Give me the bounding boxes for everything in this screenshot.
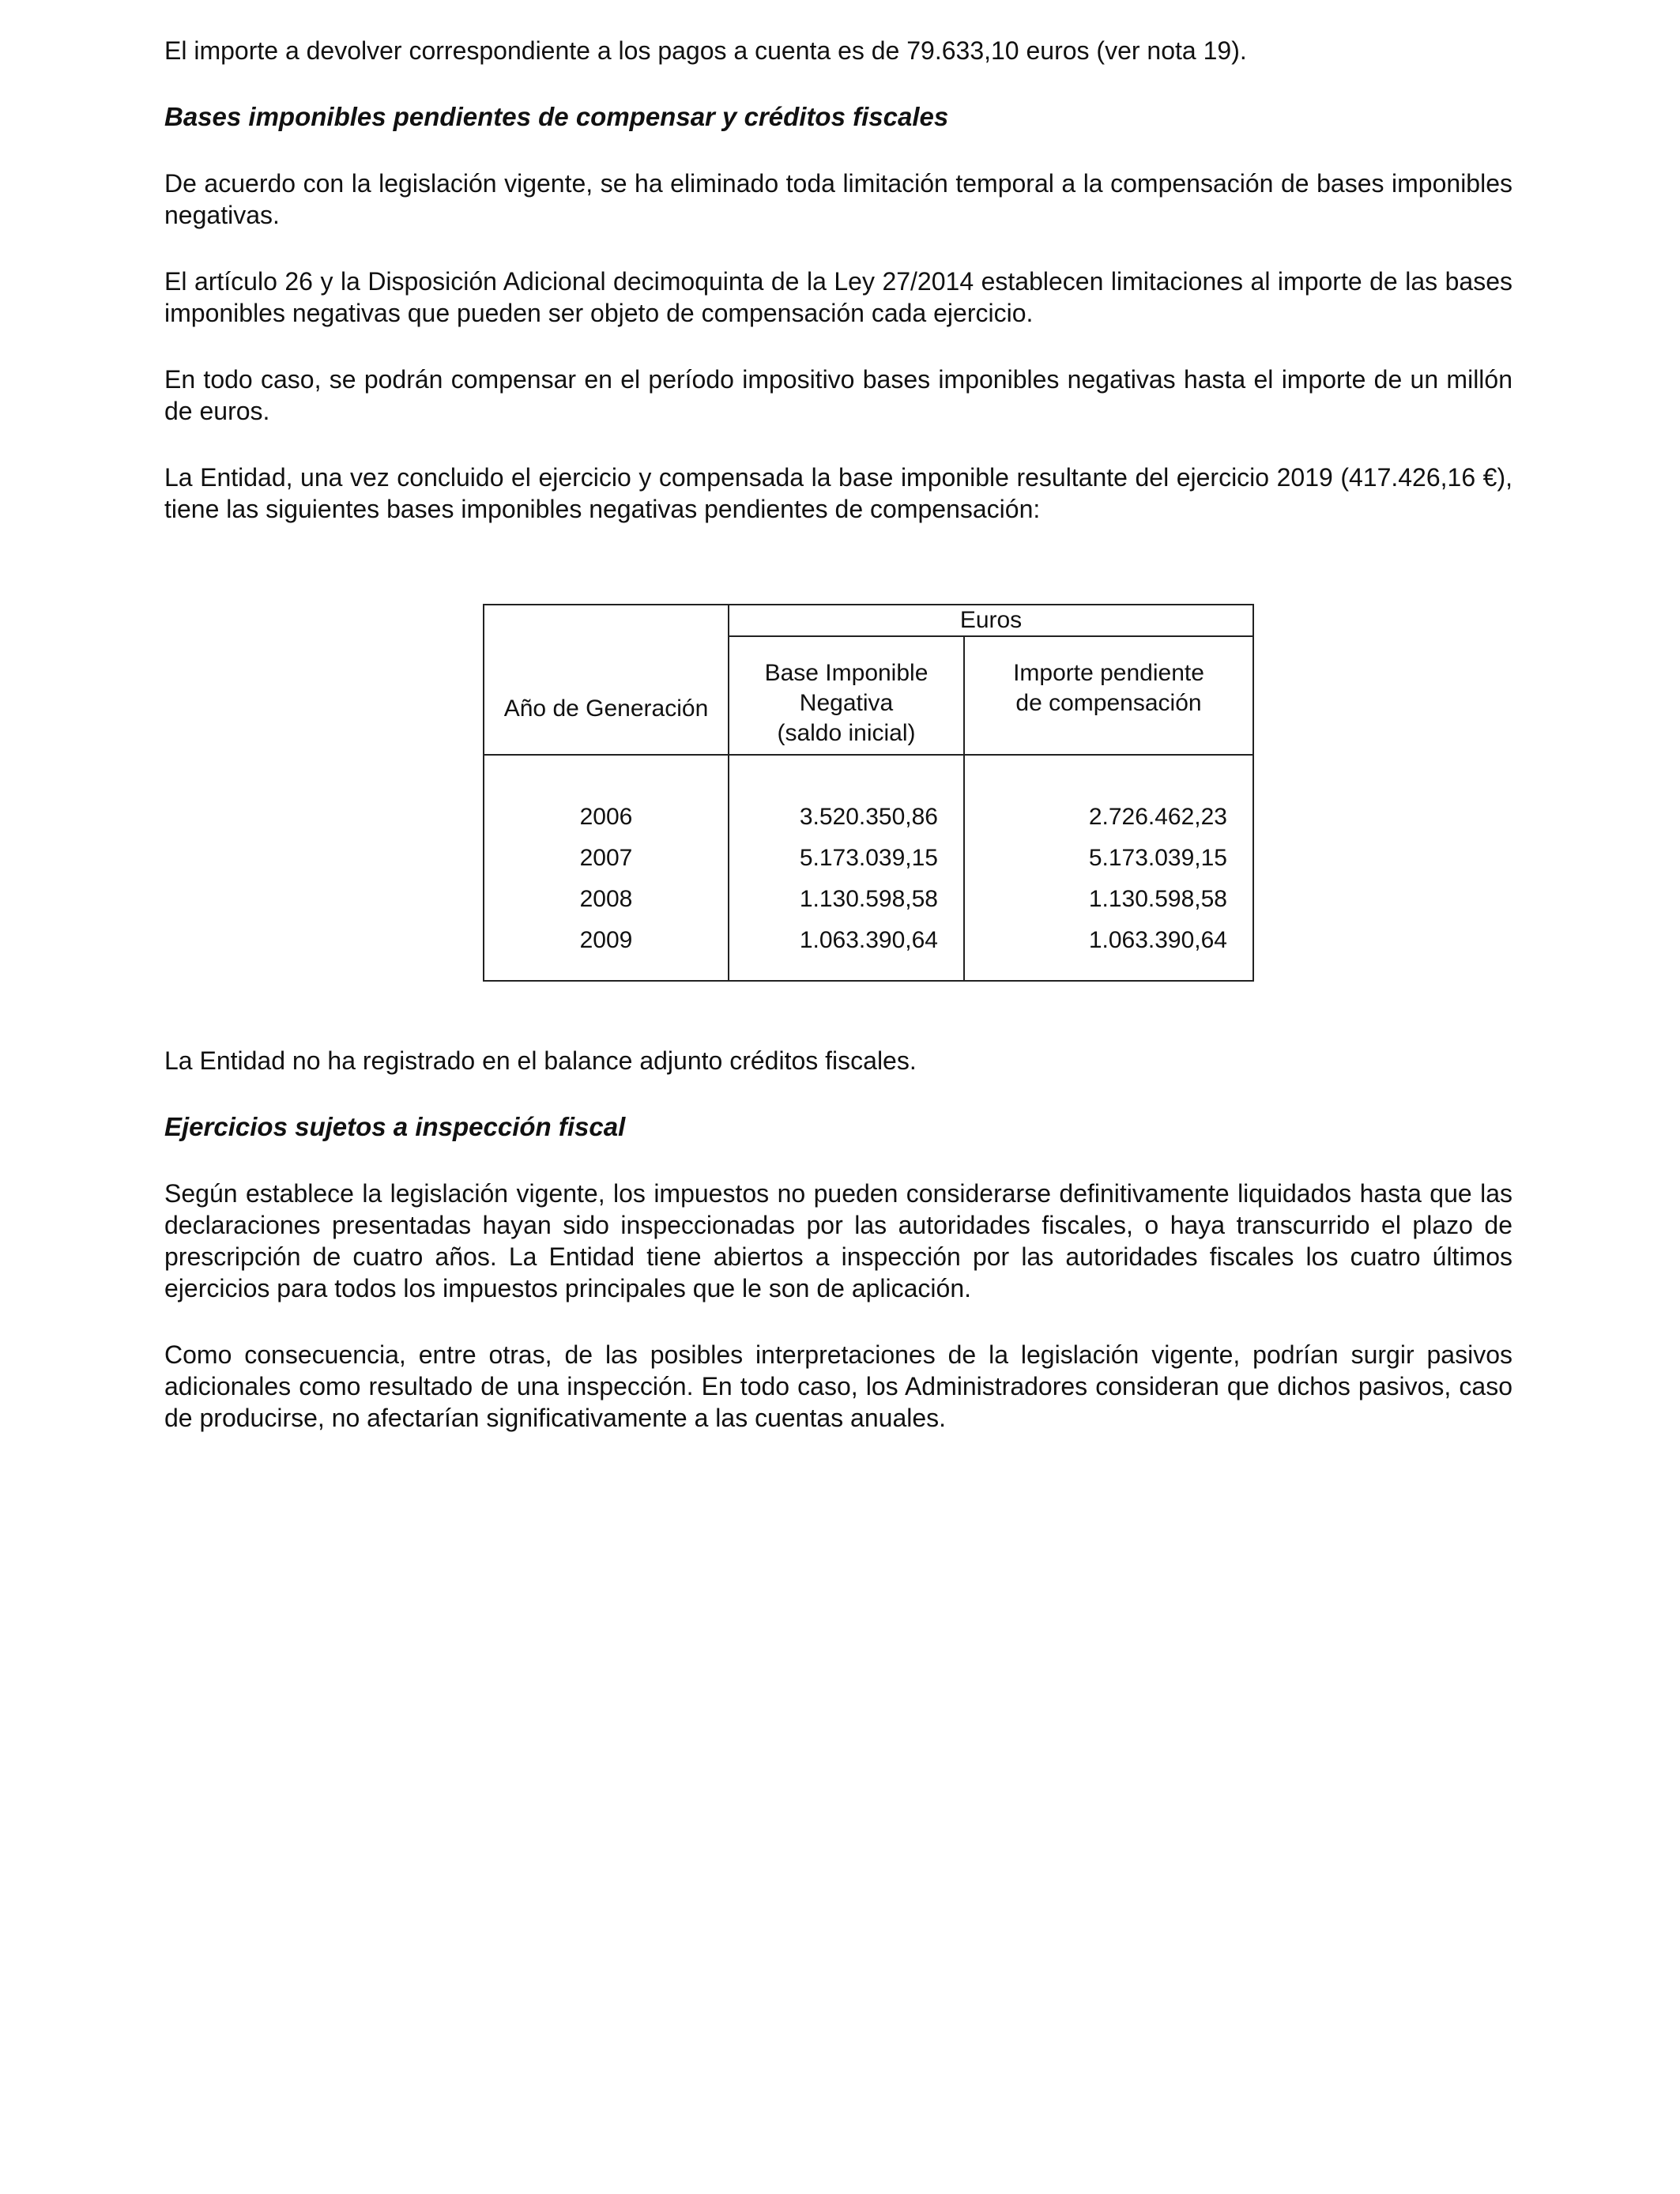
paragraph-pending-bases: La Entidad, una vez concluido el ejercicio y compensada la base imponible resultante del ejercicio 2019 (417.426,16 €), tiene las siguientes bases imponibles negativas pendientes de compensación:: [164, 463, 1512, 523]
heading-bases-imponibles: Bases imponibles pendientes de compensar y créditos fiscales: [164, 102, 949, 131]
header-euros: Euros: [729, 605, 1253, 636]
paragraph-legislation: De acuerdo con la legislación vigente, se ha eliminado toda limitación temporal a la compensación de bases imponibles negativas.: [164, 169, 1512, 229]
paragraph-article-26: El artículo 26 y la Disposición Adicional decimoquinta de la Ley 27/2014 establecen limitaciones al importe de las bases imponibles negativas que pueden ser objeto de compensación cada ejercicio.: [164, 267, 1512, 327]
cell-year: 2008: [484, 879, 729, 920]
paragraph-refund-amount: El importe a devolver correspondiente a los pagos a cuenta es de 79.633,10 euros (ver nota 19).: [164, 36, 1247, 65]
table-row: [484, 920, 1253, 981]
header-base-line2: Negativa: [799, 690, 894, 716]
bases-imponibles-table: [483, 604, 1254, 982]
header-base-imponible: [729, 636, 964, 755]
cell-year: 2006: [484, 755, 729, 838]
header-imp-line2: de compensación: [1015, 690, 1202, 716]
paragraph-no-credits: La Entidad no ha registrado en el balance adjunto créditos fiscales.: [164, 1046, 917, 1075]
header-base-line1: Base Imponible: [764, 660, 929, 686]
table-group-header-row: [484, 605, 1253, 636]
cell-importe: 1.130.598,58: [964, 879, 1253, 920]
table-row: [484, 755, 1253, 838]
cell-base: 5.173.039,15: [729, 838, 964, 879]
table-row: [484, 838, 1253, 879]
cell-base: 1.130.598,58: [729, 879, 964, 920]
heading-inspeccion-fiscal: Ejercicios sujetos a inspección fiscal: [164, 1112, 626, 1141]
cell-year: 2007: [484, 838, 729, 879]
paragraph-contingent-liabilities: Como consecuencia, entre otras, de las posibles interpretaciones de la legislación vigente, podrían surgir pasivos adicionales como resultado de una inspección. En todo caso, los Administradores consideran que dichos pasivos, caso de producirse, no afectarían significativamente a las cuentas anuales.: [164, 1340, 1512, 1432]
cell-importe: 1.063.390,64: [964, 920, 1253, 981]
paragraph-million-limit: En todo caso, se podrán compensar en el período impositivo bases imponibles negativas hasta el importe de un millón de euros.: [164, 365, 1512, 425]
cell-importe: 2.726.462,23: [964, 755, 1253, 838]
cell-base: 1.063.390,64: [729, 920, 964, 981]
header-imp-line1: Importe pendiente: [1013, 660, 1204, 686]
header-base-line3: (saldo inicial): [777, 720, 916, 746]
paragraph-inspection-period: Según establece la legislación vigente, los impuestos no pueden considerarse definitivamente liquidados hasta que las declaraciones presentadas hayan sido inspeccionadas por las autoridades fiscales, o haya transcurrido el plazo de prescripción de cuatro años. La Entidad tiene abiertos a inspección por las autoridades fiscales los cuatro últimos ejercicios para todos los impuestos principales que le son de aplicación.: [164, 1179, 1512, 1302]
cell-base: 3.520.350,86: [729, 755, 964, 838]
header-year-label: Año de Generación: [503, 696, 709, 722]
header-year: [484, 605, 729, 755]
cell-importe: 5.173.039,15: [964, 838, 1253, 879]
document-page: [164, 35, 1512, 1434]
table-row: [484, 879, 1253, 920]
header-importe-pendiente: [964, 636, 1253, 755]
cell-year: 2009: [484, 920, 729, 981]
